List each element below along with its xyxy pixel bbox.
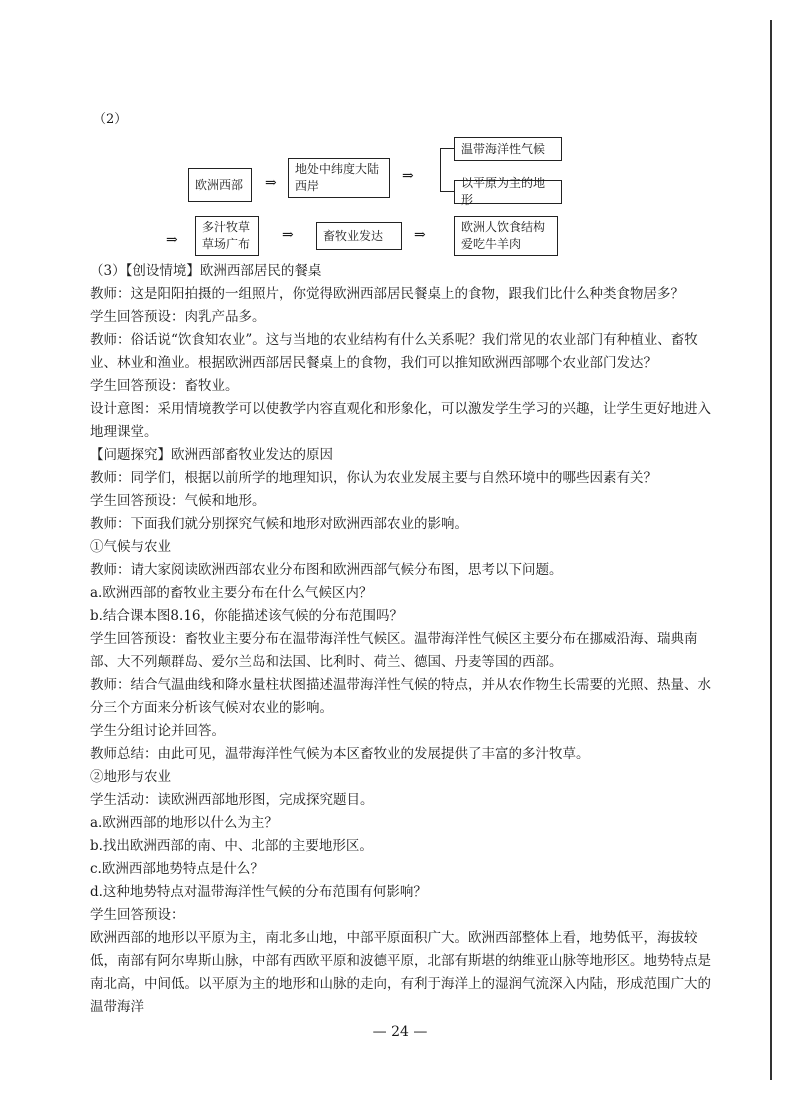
paragraph: c.欧洲西部地势特点是什么？ <box>90 861 264 877</box>
paragraph: 欧洲西部的地形以平原为主，南北多山地，中部平原面积广大。欧洲西部整体上看，地势低平，海拔较低，南部有阿尔卑斯山脉，中部有西欧平原和波德平原，北部有斯堪的纳维亚山脉等地形区。地势特点是南北高，中间低。以平原为主的地形和山脉的走向，有利于海洋上的湿润气流深入内陆，形成范围广大的温带海洋 <box>90 930 711 1015</box>
paragraph: 教师：请大家阅读欧洲西部农业分布图和欧洲西部气候分布图，思考以下问题。 <box>90 562 563 578</box>
paragraph: 教师：下面我们就分别探究气候和地形对欧洲西部农业的影响。 <box>90 516 468 532</box>
paragraph: ②地形与农业 <box>90 769 171 785</box>
bracket-line <box>440 148 441 192</box>
paragraph: 学生分组讨论并回答。 <box>90 723 225 739</box>
box-livestock: 畜牧业发达 <box>316 222 402 250</box>
paragraph: 学生回答预设：畜牧业主要分布在温带海洋性气候区。温带海洋性气候区主要分布在挪威沿海、瑞典南部、大不列颠群岛、爱尔兰岛和法国、比利时、荷兰、德国、丹麦等国的西部。 <box>90 631 698 670</box>
paragraph: （3）【创设情境】欧洲西部居民的餐桌 <box>90 263 322 279</box>
bracket-line <box>440 148 454 149</box>
page-number: — 24 — <box>372 1024 428 1040</box>
paragraph: 教师：俗话说“饮食知农业”。这与当地的农业结构有什么关系呢？我们常见的农业部门有种植业、畜牧业、林业和渔业。根据欧洲西部居民餐桌上的食物，我们可以推知欧洲西部哪个农业部门发达？ <box>90 332 698 371</box>
paragraph: 教师：同学们，根据以前所学的地理知识，你认为农业发展主要与自然环境中的哪些因素有关？ <box>90 470 657 486</box>
paragraph: ①气候与农业 <box>90 539 171 555</box>
paragraph: b.找出欧洲西部的南、中、北部的主要地形区。 <box>90 838 373 854</box>
arrow-icon: ⇒ <box>265 175 277 191</box>
body-text <box>86 260 712 1019</box>
box-climate: 温带海洋性气候 <box>454 137 562 161</box>
box-diet: 欧洲人饮食结构爱吃牛羊肉 <box>454 216 558 256</box>
paragraph: 教师总结：由此可见，温带海洋性气候为本区畜牧业的发展提供了丰富的多汁牧草。 <box>90 746 590 762</box>
box-terrain: 以平原为主的地形 <box>454 180 562 204</box>
paragraph: d.这种地势特点对温带海洋性气候的分布范围有何影响？ <box>90 884 427 900</box>
arrow-icon: ⇒ <box>282 227 294 243</box>
paragraph: a.欧洲西部的地形以什么为主？ <box>90 815 278 831</box>
paragraph: 学生回答预设： <box>90 907 185 923</box>
arrow-icon: ⇒ <box>414 227 426 243</box>
paragraph: 学生活动：读欧洲西部地形图，完成探究题目。 <box>90 792 374 808</box>
section-label: （2） <box>93 112 128 127</box>
paragraph: 设计意图：采用情境教学可以使教学内容直观化和形象化，可以激发学生学习的兴趣，让学生更好地进入地理课堂。 <box>90 401 711 440</box>
paragraph: 学生回答预设：肉乳产品多。 <box>90 309 266 325</box>
paragraph: 学生回答预设：畜牧业。 <box>90 378 239 394</box>
binding-edge-line <box>770 20 772 1080</box>
box-pasture: 多汁牧草草场广布 <box>195 216 259 256</box>
paragraph: b.结合课本图8.16，你能描述该气候的分布范围吗？ <box>90 608 403 624</box>
box-western-europe: 欧洲西部 <box>188 168 252 202</box>
box-location: 地处中纬度大陆西岸 <box>288 158 390 198</box>
paragraph: 教师：这是阳阳拍摄的一组照片，你觉得欧洲西部居民餐桌上的食物，跟我们比什么种类食物居多？ <box>90 286 684 302</box>
bracket-line <box>440 191 454 192</box>
paragraph: 学生回答预设：气候和地形。 <box>90 493 266 509</box>
arrow-icon: ⇒ <box>402 168 414 184</box>
arrow-icon: ⇒ <box>166 232 178 248</box>
paragraph: a.欧洲西部的畜牧业主要分布在什么气候区内？ <box>90 585 373 601</box>
paragraph: 教师：结合气温曲线和降水量柱状图描述温带海洋性气候的特点，并从农作物生长需要的光照、热量、水分三个方面来分析该气候对农业的影响。 <box>90 677 711 716</box>
paragraph: 【问题探究】欧洲西部畜牧业发达的原因 <box>90 447 333 463</box>
